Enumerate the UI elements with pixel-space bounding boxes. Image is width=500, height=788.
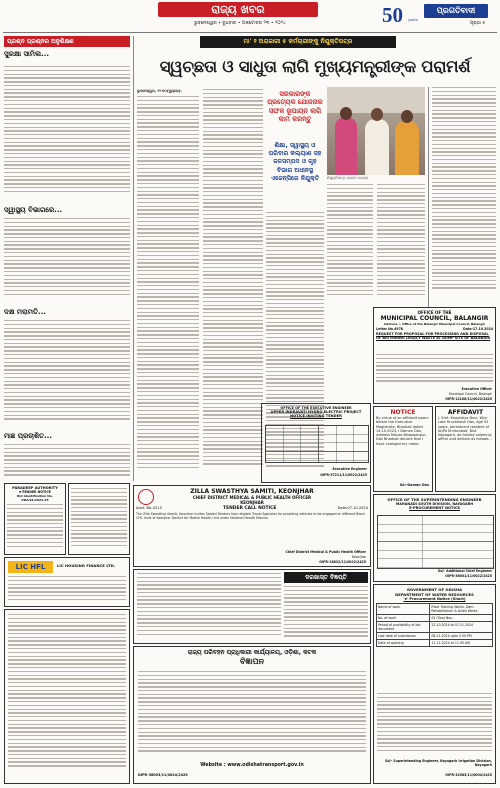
lead-body-col-4 (327, 184, 373, 304)
zilla-logo (138, 489, 154, 505)
notice-title: NOTICE (390, 409, 416, 416)
odia-notice-body-right (284, 586, 368, 641)
municipal-signature: Executive Officer (461, 387, 492, 391)
left-article-2 (4, 218, 130, 304)
superintending-footer: Sd/- Additional Chief Engineer (437, 569, 492, 573)
water-notice: 'e' Procurement Notice (Short) (403, 597, 466, 601)
municipal-dipr: OIPR-12108/11/0022/2425 (445, 397, 492, 401)
notice-ad (373, 406, 433, 492)
transport-title: ରାଜ୍ୟ ପରିବହନ ପ୍ରାଧିକାରୀ କାର୍ଯ୍ୟାଳୟ, ଓଡ଼ିଶା, କଟକ (187, 649, 317, 656)
left-heading-4: ମାଛ ପ୍ରଚାଶିତ... (4, 432, 53, 440)
municipal-footer: Municipal Council, Balangir (448, 392, 492, 396)
hydro-title: UPPER INDRAVATI HYDRO ELECTRIC PROJECT (270, 410, 362, 414)
left-kicker: ପ୍ରଶ୍ନ ପ୍ରଶ୍ନର ଅନୁଶିକ୍ଷଣ (7, 38, 74, 45)
water-row-label: Date of opening (377, 640, 430, 647)
left-bottom-body (8, 614, 126, 780)
zilla-notice-row (136, 506, 368, 511)
left-heading-1: ସୁରକ୍ଷା ସାମିଲ... (4, 50, 50, 58)
lead-photo (327, 87, 425, 175)
zilla-title: ZILLA SWASTHYA SAMITI, KEONJHAR (190, 488, 314, 495)
left-bottom-ad (4, 609, 130, 784)
water-body (377, 693, 492, 755)
pda-body (7, 504, 63, 552)
water-row (377, 633, 493, 640)
transport-website: Website : www.odishatransport.gov.in (200, 763, 304, 768)
water-row (377, 615, 493, 622)
odia-notice-body-left (137, 573, 281, 641)
photo-person-1-head (340, 107, 352, 120)
left-article-1 (4, 66, 130, 204)
zilla-dipr: OIPR-18822/11/0022/2425 (319, 560, 366, 564)
lic-logo: LIC HFL (15, 563, 46, 571)
hydro-table (265, 425, 369, 463)
masthead (0, 0, 500, 34)
hydro-footer: Executive Engineer (332, 467, 367, 471)
transport-ad (133, 646, 371, 784)
water-row-value: 22.10.2024 to 07.11.2024 (430, 622, 493, 633)
pullquote-red: ସରକାରଙ୍କ ପ୍ରତ୍ୟେକ ଯୋଜନାର ସଫଳ ରୂପାୟନ ଲାଗି କାମ କରନ୍ତୁ (267, 90, 323, 124)
photo-caption: ନିଯୁକ୍ତିପତ୍ର ବଣ୍ଟନ ଉତ୍ସବ (327, 176, 369, 180)
zilla-district: KEONJHAR (240, 500, 264, 505)
water-dipr: OIPR-32583/11/0004/2425 (445, 773, 492, 777)
lead-body-col-1 (137, 96, 199, 484)
lead-body-col-2 (203, 89, 263, 484)
superintending-table (377, 515, 494, 569)
page-number: ପୃଷ୍ଠା ୫ (470, 21, 486, 26)
hydro-notice: NOTICE INVITING TENDER (290, 414, 342, 418)
photo-person-2 (365, 119, 389, 175)
dateline: ଭୁବନେଶ୍ୱର • ବୁଧବାର • ଅକ୍ଟୋବର ୨୩ • ୨୦୨୪ (194, 21, 286, 26)
pda-line-2: Bid Identification No. PDA/01/2024-25 (17, 494, 53, 502)
zilla-ad (133, 485, 371, 567)
transport-body (138, 671, 366, 759)
left-article-4 (4, 444, 130, 480)
affidavit-title: AFFIDAVIT (447, 409, 484, 416)
municipal-title: MUNICIPAL COUNCIL, BALANGIR (380, 315, 489, 322)
lic-ad (4, 557, 130, 607)
superintending-title: OFFICE OF THE SUPERINTENDING ENGINEER (387, 497, 482, 502)
left-column-divider (133, 36, 134, 481)
water-row (377, 604, 493, 615)
water-row-label: Period of availability of bid document (377, 622, 430, 633)
hydro-ad (261, 403, 371, 483)
section-title-banner (158, 2, 318, 17)
water-row-label: Last date of submission (377, 633, 430, 640)
zilla-date: Date:07.10.2024 (337, 506, 368, 510)
masthead-divider (3, 32, 497, 33)
water-row-label: Name of work (377, 604, 430, 615)
affidavit-ad (435, 406, 496, 492)
left-column (4, 36, 130, 556)
left-heading-3: ଦକ୍ଷ ମରାମତି... (4, 308, 46, 316)
anniversary-logo (382, 3, 422, 27)
water-row-value: River Training Works, Dam Rehabilitation & Allied Works (430, 604, 493, 615)
municipal-address: Address :- Office of the Balangir Municipal Council, Balangir (383, 322, 486, 326)
zilla-advt-no: Advt. No-4215 (136, 506, 162, 510)
anniversary-caption: years (408, 18, 418, 22)
zilla-notice: TENDER CALL NOTICE (223, 506, 277, 511)
municipal-office: OFFICE OF THE (417, 310, 452, 315)
zilla-body: The Zilla Swasthya Samiti, Keonjhar invites Sealed Tenders from eligible Travel Agencies for providing vehicles to be engaged at different Block CHC level of Keonjhar District for Mobile Health Unit under National Health Mission. (136, 512, 365, 521)
odia-notice-title: ଦରଖାସ୍ତ ବିଜ୍ଞପ୍ତି (305, 574, 347, 581)
water-footer: Sd/- Superintending Engineer, Nayagarh Irrigation Division, Nayagarh (385, 759, 492, 767)
superintending-notice: E-PROCUREMENT NOTICE (409, 506, 460, 510)
municipal-date: Date:17.10.2024 (463, 327, 493, 331)
left-article-3 (4, 320, 130, 430)
notice-body: By virtue of an affidavit sworn before the Executive Magistrate, Bhadrak dated 14.10.2024, I Daman Das, Address Mouza Bhagwanpur, Dist Bhadrak declare that I have changed my name. (376, 416, 429, 446)
pda-side-body (71, 488, 127, 552)
photo-person-3 (395, 121, 419, 175)
pda-line-1: e-TENDER NOTICE (19, 490, 51, 494)
zilla-subtitle: CHIEF DISTRICT MEDICAL & PUBLIC HEALTH OFFICER (192, 495, 312, 500)
photo-person-3-head (401, 110, 413, 123)
zilla-signature: Chief District Medical & Public Health Officer (285, 550, 366, 554)
municipal-body (376, 354, 493, 386)
pda-ad (4, 483, 66, 555)
notice-signature: Sd:-Daman Das (399, 483, 429, 487)
lead-kicker: ମା' ୨ ଅରାଜାରୀ ୫ କର୍ମଚାରୀଙ୍କୁ ନିଯୁକ୍ତିପତ୍ର (243, 38, 353, 45)
transport-subtitle: ବିଜ୍ଞାପନ (240, 657, 264, 666)
municipal-subject: REQUEST FOR PROPOSAL FOR PROCESSING AND DISPOSAL OF BIO MINING LEGACY WASTE AT DUMP SITE OF BALANGIR (376, 332, 491, 340)
hydro-office: OFFICE OF THE EXECUTIVE ENGINEER (280, 406, 352, 410)
photo-person-1 (335, 117, 357, 175)
water-row-value: 08.11.2024 upto 5.00 PM (430, 633, 493, 640)
anniversary-number: 50 (382, 3, 403, 27)
odia-notice-ad (133, 569, 371, 644)
paper-name: ପ୍ରଗତିବାଦୀ (436, 6, 476, 15)
lead-body-col-5 (377, 184, 425, 304)
zilla-footer: Keonjhar (351, 555, 366, 559)
lead-kicker-bar (200, 36, 396, 48)
municipal-letter-no: Letter No.4978 (376, 327, 404, 331)
lic-title: LIC HOUSING FINANCE LTD. (57, 563, 116, 568)
odia-notice-title-bar (284, 572, 368, 583)
photo-person-2-head (371, 108, 383, 121)
section-title: ରାଜ୍ୟ ଖବର (211, 3, 265, 16)
pda-side-ad (68, 483, 130, 555)
right-column-divider (428, 87, 429, 307)
superintending-dipr: OIPR-36001/11/0022/2425 (445, 574, 492, 578)
pullquote-blue: ଶିକ୍ଷା, ସ୍ୱାସ୍ଥ୍ୟ ଓ ପରିବାର କଲ୍ୟାଣ ସହ ଜଳସମ୍ପଦ ଓ ଗୃହ ବିଭାଗ ଅଧୀନସ୍ଥ ଏଜେନ୍ସିରେ ନିଯୁକ୍ତି (268, 142, 322, 182)
paper-name-banner (424, 4, 488, 18)
water-row-value: 11.11.2024 at 11.00 AM (430, 640, 493, 647)
water-row (377, 622, 493, 633)
hydro-dipr: OIPR-37211/11/0022/2425 (320, 473, 367, 477)
transport-dipr: DIPR-38003/11/0024/2425 (138, 773, 188, 777)
water-row (377, 640, 493, 647)
lic-logo-box (8, 561, 53, 573)
pda-title: PARADEEP AUTHORITY (12, 486, 58, 490)
water-row-value: 02 (Two) Nos. (430, 615, 493, 622)
right-column-text (432, 87, 496, 303)
lic-body (8, 576, 126, 604)
water-table (376, 603, 493, 647)
superintending-subtitle: MAHANADI SOUTH DIVISION, NAYAGARH (395, 502, 474, 506)
water-subtitle: DEPARTMENT OF WATER RESOURCES (395, 592, 474, 597)
water-title: GOVERNMENT OF ODISHA (406, 587, 463, 592)
left-kicker-bar (4, 36, 130, 47)
superintending-ad (373, 494, 496, 582)
water-row-label: No. of work (377, 615, 430, 622)
lead-dateline: ଭୁବନେଶ୍ୱର, ୨୨।୧୦(ବ୍ୟୁରୋ): (137, 89, 182, 93)
affidavit-body: I, Smt. Kaushalya Devi, W/o: Late Hrushikesh Das, Age 52 years, permanent resident of At/Po Khirtanbad, Dist Nayagarh, do hereby solemnly affirm and declare as follows... (438, 416, 492, 442)
left-heading-2: ସ୍ୱାସ୍ଥ୍ୟ ବିଭାଗରେ... (4, 206, 63, 214)
municipal-ad (373, 307, 496, 404)
water-resources-ad (373, 584, 496, 784)
lead-headline: ସ୍ୱଚ୍ଛତା ଓ ସାଧୁତା ଲାଗି ମୁଖ୍ୟମନ୍ତ୍ରୀଙ୍କ ପରାମର୍ଶ (159, 57, 471, 76)
municipal-letter-row (376, 327, 493, 331)
